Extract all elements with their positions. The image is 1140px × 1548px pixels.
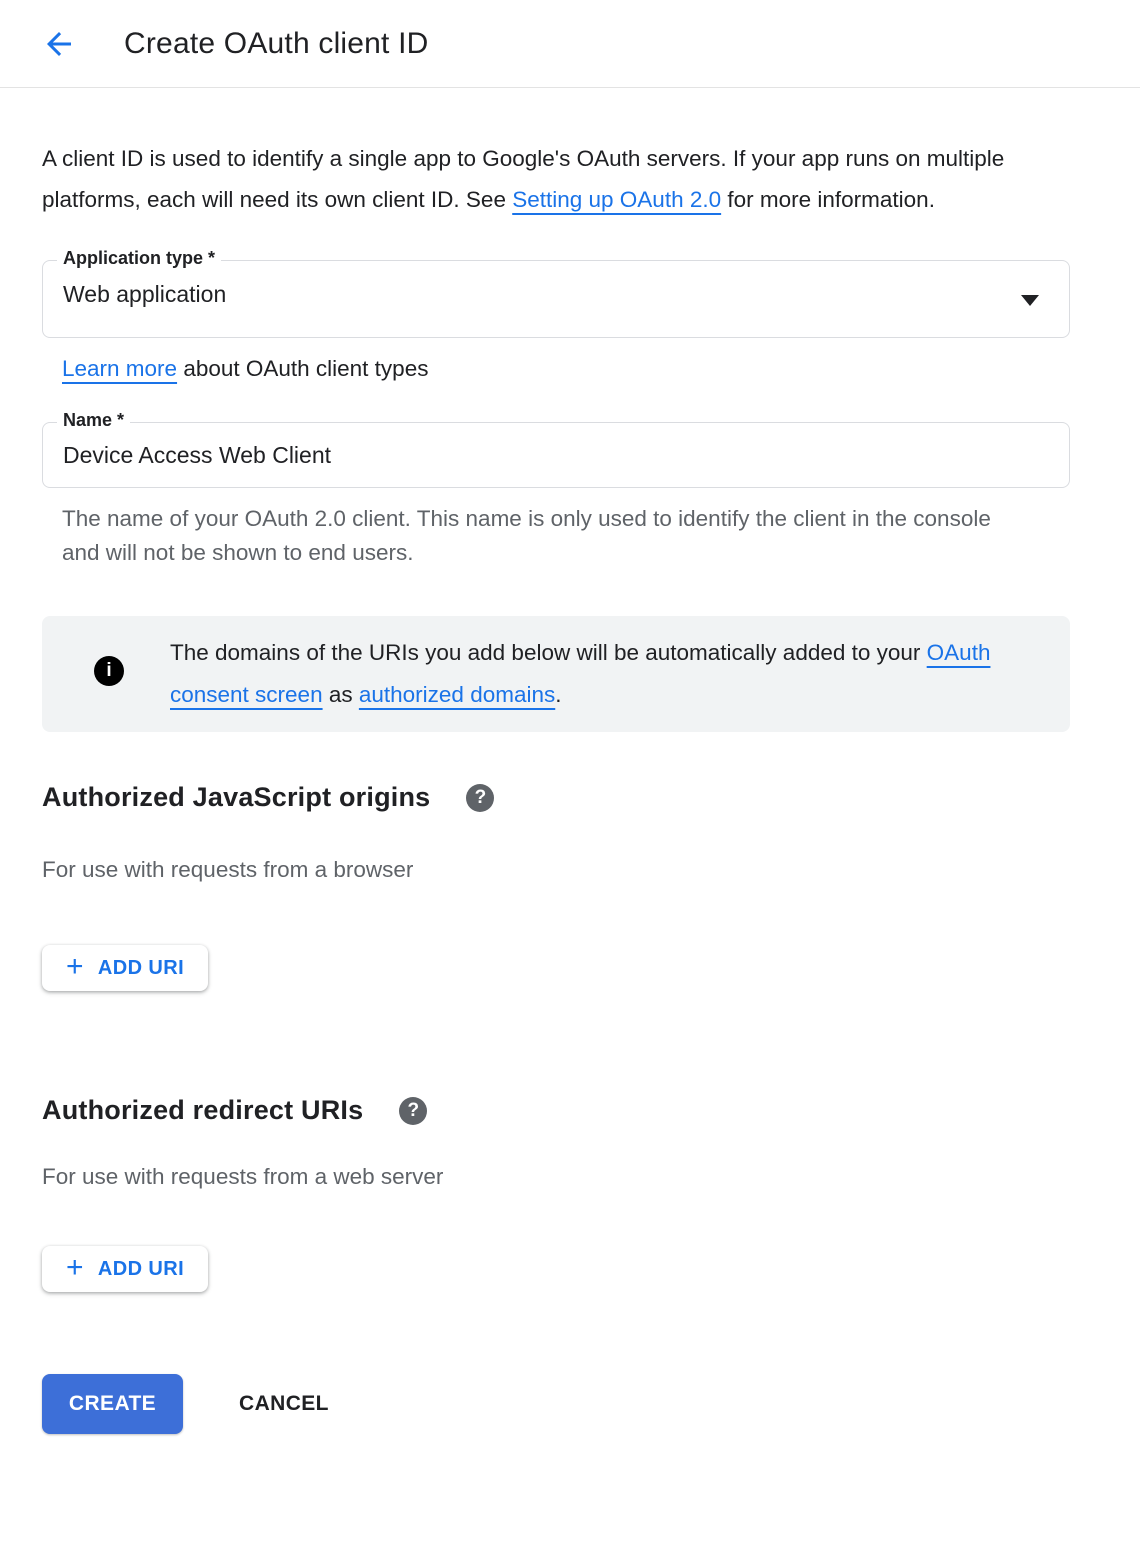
setting-up-oauth-link[interactable]: Setting up OAuth 2.0 — [512, 187, 722, 212]
chevron-down-icon — [1021, 295, 1039, 306]
back-button[interactable] — [40, 25, 78, 63]
intro-text-after: for more information. — [721, 187, 935, 212]
learn-more-link[interactable]: Learn more — [62, 356, 178, 381]
redirect-uris-add-uri-button[interactable] — [42, 1246, 208, 1292]
name-field-label: Name * — [57, 410, 130, 431]
application-type-value: Web application — [63, 281, 227, 307]
plus-icon: + — [66, 1250, 84, 1284]
banner-text — [170, 632, 1000, 716]
js-origins-title: Authorized JavaScript origins — [42, 782, 431, 812]
create-button[interactable]: CREATE — [42, 1374, 183, 1434]
banner-text-after: . — [555, 682, 562, 707]
js-origins-subtitle: For use with requests from a browser — [42, 857, 414, 882]
add-uri-label: ADD URI — [97, 1257, 185, 1280]
redirect-uris-help-icon[interactable]: ? — [399, 1097, 427, 1125]
redirect-uris-subtitle: For use with requests from a web server — [42, 1164, 444, 1189]
banner-text-middle: as — [322, 682, 359, 707]
page-header — [0, 0, 1140, 88]
js-origins-section — [42, 782, 1070, 991]
js-origins-add-uri-button[interactable] — [42, 945, 208, 991]
name-input[interactable] — [63, 442, 1049, 469]
intro-text-before: A client ID is used to identify a single app to Google's OAuth servers. If your app runs on multiple platforms, each will need its own client ID. See — [42, 146, 1005, 212]
name-help-text: The name of your OAuth 2.0 client. This name is only used to identify the client in the console and will not be shown to end users. — [62, 506, 991, 565]
info-icon: i — [94, 656, 124, 686]
arrow-back-icon — [41, 26, 77, 62]
main-content — [0, 138, 1140, 1434]
info-banner — [42, 616, 1070, 732]
application-type-label: Application type * — [57, 248, 221, 269]
js-origins-header — [42, 782, 1070, 813]
oauth-consent-screen-link[interactable]: OAuth consent screen — [170, 640, 991, 707]
redirect-uris-header — [42, 1095, 1070, 1126]
authorized-domains-link[interactable]: authorized domains — [358, 682, 556, 707]
learn-more-rest: about OAuth client types — [177, 356, 429, 381]
redirect-uris-section — [42, 1095, 1070, 1292]
add-uri-label: ADD URI — [97, 956, 185, 979]
banner-text-before: The domains of the URIs you add below will be automatically added to your — [170, 640, 927, 665]
learn-more-line — [42, 356, 1070, 382]
cancel-button[interactable]: CANCEL — [233, 1391, 335, 1417]
js-origins-help-icon[interactable]: ? — [466, 784, 494, 812]
intro-text — [42, 138, 1057, 220]
form-actions — [42, 1374, 1070, 1434]
page-title: Create OAuth client ID — [124, 26, 429, 60]
plus-icon: + — [66, 949, 84, 983]
name-field — [42, 410, 1070, 488]
redirect-uris-title: Authorized redirect URIs — [42, 1095, 364, 1125]
application-type-select[interactable] — [42, 248, 1070, 338]
